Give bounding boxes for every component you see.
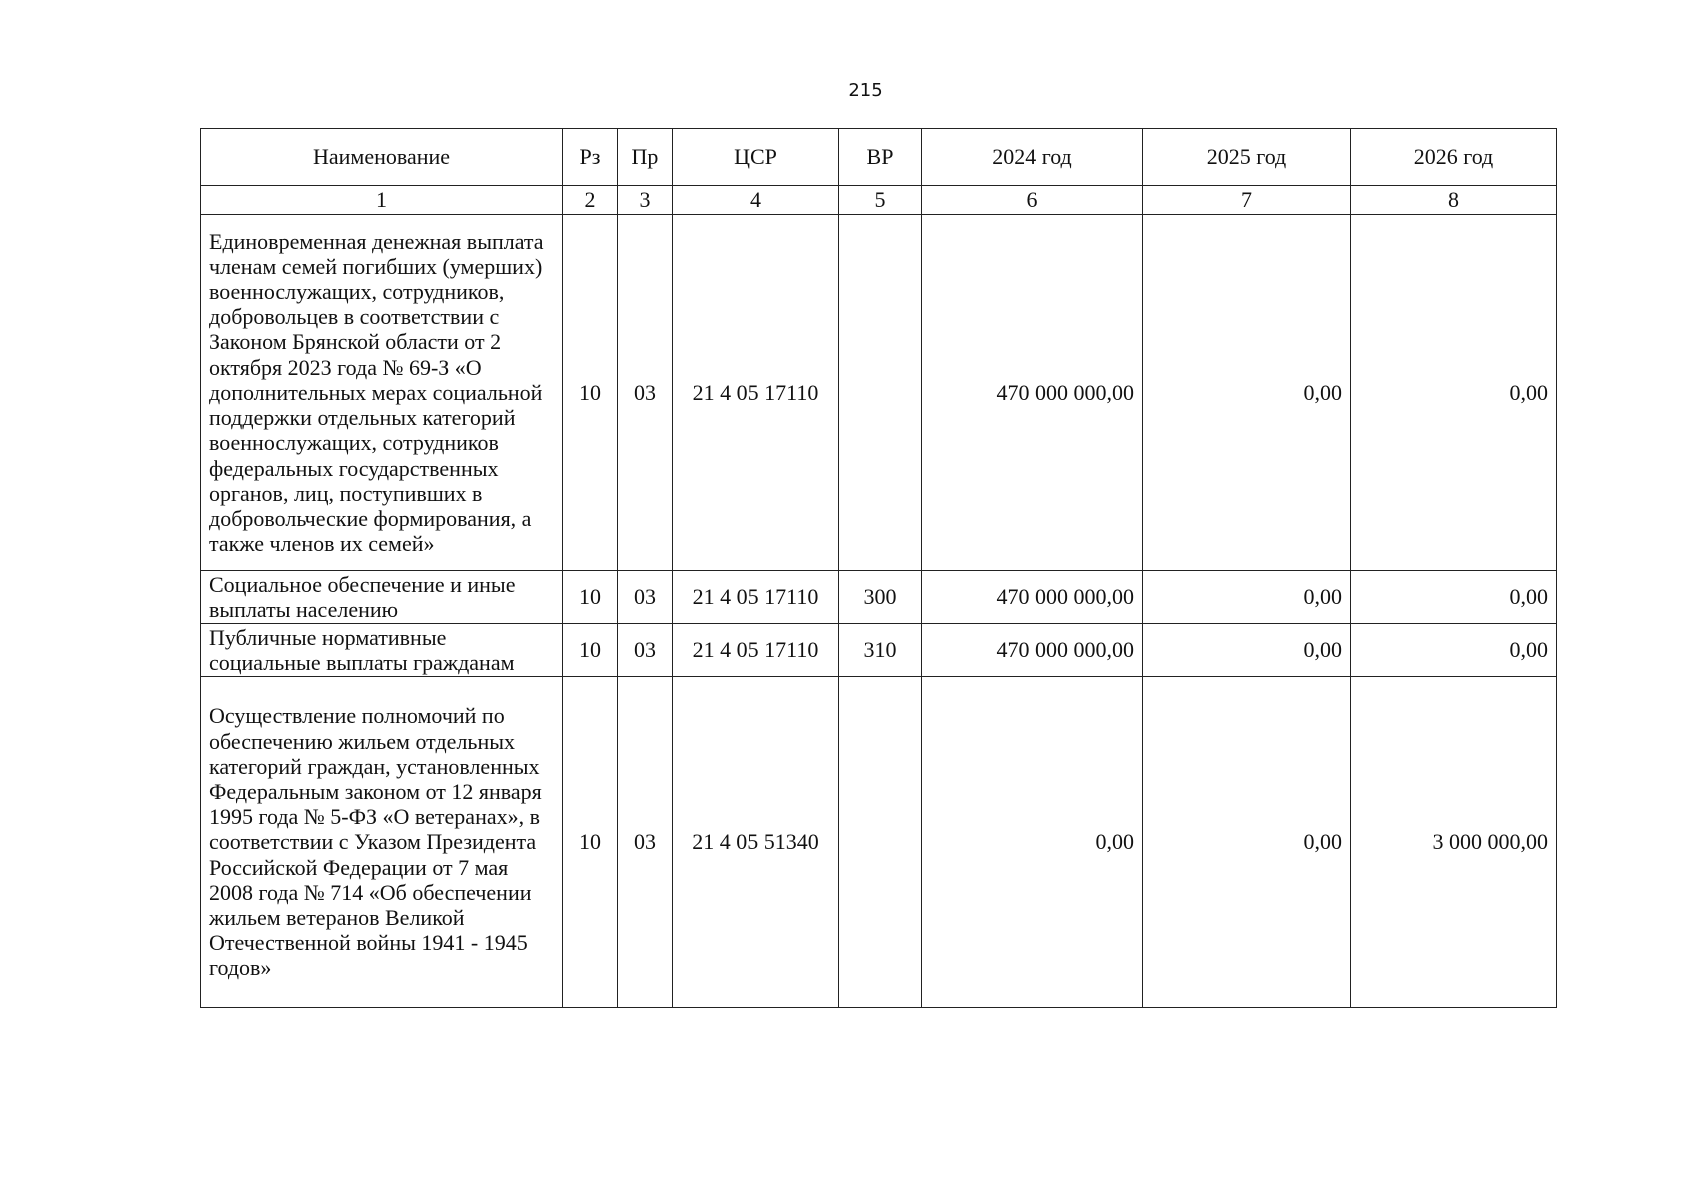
row-pr: 03 — [618, 677, 673, 1008]
row-2025: 0,00 — [1143, 571, 1351, 624]
column-number: 8 — [1351, 186, 1557, 215]
row-vr — [839, 677, 922, 1008]
row-name: Публичные нормативные социальные выплаты гражданам — [201, 624, 563, 677]
row-csr: 21 4 05 17110 — [673, 215, 839, 571]
row-2025: 0,00 — [1143, 677, 1351, 1008]
header-2026: 2026 год — [1351, 129, 1557, 186]
header-vr: ВР — [839, 129, 922, 186]
row-2024: 470 000 000,00 — [922, 624, 1143, 677]
row-name: Осуществление полномочий по обеспечению жильем отдельных категорий граждан, установленных Федеральным законом от 12 января 1995 года № 5-ФЗ «О ветеранах», в соответствии с Указом Президента Российской Федерации от 7 мая 2008 года № 714 «Об обеспечении жильем ветеранов Великой Отечественной войны 1941 - 1945 годов» — [201, 677, 563, 1008]
table-row — [201, 677, 1557, 1008]
row-pr: 03 — [618, 215, 673, 571]
row-2024: 470 000 000,00 — [922, 571, 1143, 624]
row-csr: 21 4 05 17110 — [673, 624, 839, 677]
row-vr: 300 — [839, 571, 922, 624]
column-number: 7 — [1143, 186, 1351, 215]
row-2025: 0,00 — [1143, 215, 1351, 571]
column-number: 2 — [563, 186, 618, 215]
table-row — [201, 215, 1557, 571]
column-number: 3 — [618, 186, 673, 215]
row-name: Социальное обеспечение и иные выплаты населению — [201, 571, 563, 624]
row-2024: 0,00 — [922, 677, 1143, 1008]
header-csr: ЦСР — [673, 129, 839, 186]
page-number: 215 — [848, 80, 883, 101]
row-2026: 0,00 — [1351, 571, 1557, 624]
row-2026: 0,00 — [1351, 215, 1557, 571]
budget-table — [200, 128, 1557, 1008]
row-pr: 03 — [618, 571, 673, 624]
row-rz: 10 — [563, 215, 618, 571]
row-name: Единовременная денежная выплата членам семей погибших (умерших) военнослужащих, сотрудников, добровольцев в соответствии с Законом Брянской области от 2 октября 2023 года № 69-З «О дополнительных мерах социальной поддержки отдельных категорий военнослужащих, сотрудников федеральных государственных органов, лиц, поступивших в добровольческие формирования, а также членов их семей» — [201, 215, 563, 571]
row-csr: 21 4 05 51340 — [673, 677, 839, 1008]
row-csr: 21 4 05 17110 — [673, 571, 839, 624]
row-rz: 10 — [563, 571, 618, 624]
row-rz: 10 — [563, 677, 618, 1008]
table-row — [201, 571, 1557, 624]
row-2024: 470 000 000,00 — [922, 215, 1143, 571]
header-row — [201, 129, 1557, 186]
column-number: 6 — [922, 186, 1143, 215]
row-2026: 3 000 000,00 — [1351, 677, 1557, 1008]
row-vr — [839, 215, 922, 571]
column-number-row — [201, 186, 1557, 215]
column-number: 4 — [673, 186, 839, 215]
header-pr: Пр — [618, 129, 673, 186]
header-2025: 2025 год — [1143, 129, 1351, 186]
row-vr: 310 — [839, 624, 922, 677]
column-number: 5 — [839, 186, 922, 215]
header-2024: 2024 год — [922, 129, 1143, 186]
header-rz: Рз — [563, 129, 618, 186]
row-2025: 0,00 — [1143, 624, 1351, 677]
header-name: Наименование — [201, 129, 563, 186]
row-2026: 0,00 — [1351, 624, 1557, 677]
row-rz: 10 — [563, 624, 618, 677]
row-pr: 03 — [618, 624, 673, 677]
table-row — [201, 624, 1557, 677]
column-number: 1 — [201, 186, 563, 215]
